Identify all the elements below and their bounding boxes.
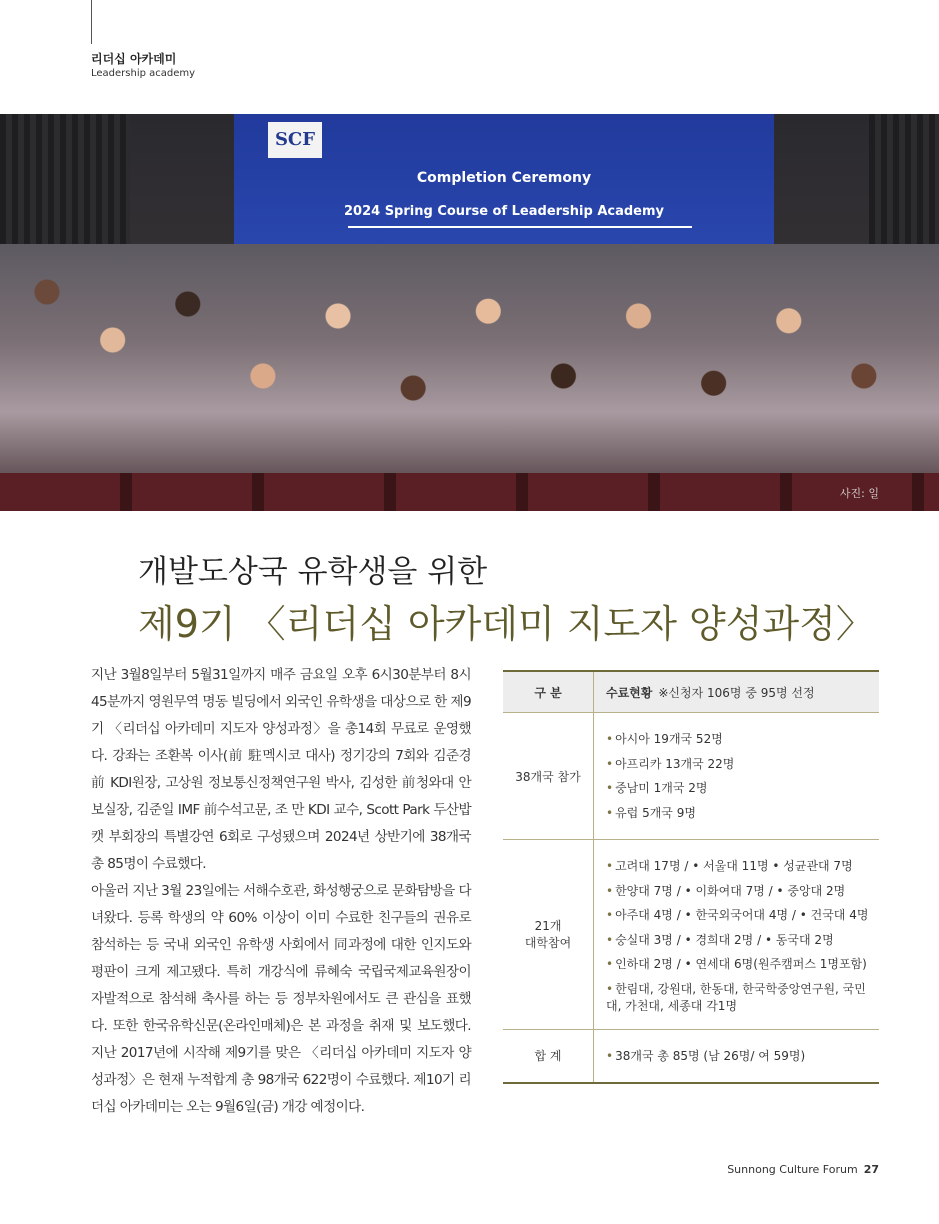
header-status-label: 수료현황 [606, 685, 653, 700]
header-status [594, 671, 880, 713]
scf-logo: SCF [268, 122, 322, 158]
screen-subtitle: 2024 Spring Course of Leadership Academy [343, 204, 665, 219]
header-category: 구 분 [503, 671, 594, 713]
bullet-icon: • [606, 781, 614, 795]
list-item: • 숭실대 3명 / • 경희대 2명 / • 동국대 2명 [606, 932, 834, 947]
table-row-total [503, 1029, 879, 1083]
completion-status-table [503, 670, 879, 1084]
screen-title: Completion Ceremony [416, 170, 592, 186]
row-label-line2: 대학참여 [524, 936, 572, 951]
section-label-en: Leadership academy [91, 68, 196, 79]
list-item: • 인하대 2명 / • 연세대 6명(원주캠퍼스 1명포함) [606, 957, 867, 971]
list-item: • 아주대 4명 / • 한국외국어대 4명 / • 건국대 4명 [606, 908, 869, 922]
bullet-icon: • [606, 883, 614, 898]
section-label-ko: 리더십 아카데미 [91, 52, 177, 66]
ceremony-photo [0, 114, 939, 511]
bullet-icon: • [606, 1049, 614, 1063]
page-number: 27 [863, 1163, 879, 1176]
list-item: • 고려대 17명 / • 서울대 11명 • 성균관대 7명 [606, 859, 853, 873]
body-paragraph-1: 지난 3월8일부터 5월31일까지 매주 금요일 오후 6시30분부터 8시 45분까지 영원무역 명동 빌딩에서 외국인 유학생을 대상으로 한 제9기 〈리더십 아카데미 지도자 양성과정〉을 총14회 무료로 운영했다. 강좌는 조환복 이사(前 駐멕시코 대사) 정기강의 7회와 김준경 前 KDI원장, 고상원 정보통신정책연구원 박사, 김성한 前청와대 안보실장, 김준일 IMF 前수석고문, 조 만 KDI 교수, Scott Park 두산밥캣 부회장의 특별강연 6회로 구성됐으며 2024년 상반기에 38개국 총 85명이 수료했다. [91, 667, 471, 872]
photo-credit: 사진: 일 [839, 487, 879, 500]
article-body [91, 662, 471, 1121]
row-label-universities [503, 840, 594, 1030]
bullet-icon: • [606, 756, 614, 771]
row-label-total: 합 계 [503, 1029, 594, 1083]
body-paragraph-2: 아울러 지난 3월 23일에는 서해수호관, 화성행궁으로 문화탐방을 다녀왔다. 등록 학생의 약 60% 이상이 이미 수료한 친구들의 권유로 참석하는 등 국내 외국인 유학생 사회에서 同과정에 대한 인지도와 평판이 크게 제고됐다. 특히 개강식에 류혜숙 국립국제교육원장이 자발적으로 참석해 축사를 하는 등 정부차원에서도 큰 관심을 표했다. 또한 한국유학신문(온라인매체)은 본 과정을 취재 및 보도했다. 지난 2017년에 시작해 제9기를 맞은 〈리더십 아카데미 지도자 양성과정〉은 현재 누적합계 총 98개국 622명이 수료했다. 제10기 리더십 아카데미는 오는 9월6일(금) 개강 예정이다. [91, 883, 471, 1115]
list-item: • 한림대, 강원대, 한동대, 한국학중앙연구원, 국민대, 가천대, 세종대 각1명 [606, 981, 866, 1013]
list-item: • 아프리카 13개국 22명 [606, 756, 735, 771]
article-subtitle: 개발도상국 유학생을 위한 [138, 554, 488, 590]
total-value: • 38개국 총 85명 (남 26명/ 여 59명) [594, 1029, 880, 1083]
page-footer [727, 1163, 879, 1176]
screen-underline [348, 226, 692, 228]
row-label-countries: 38개국 참가 [503, 713, 594, 840]
list-item: • 중남미 1개국 2명 [606, 781, 708, 795]
top-rule [91, 0, 92, 44]
table-row-universities [503, 840, 879, 1030]
table-row-countries [503, 713, 879, 840]
list-item: • 한양대 7명 / • 이화여대 7명 / • 중앙대 2명 [606, 883, 846, 898]
group-of-people [0, 244, 939, 484]
article-title: 제9기 〈리더십 아카데미 지도자 양성과정〉 [138, 602, 874, 646]
table-header-row [503, 671, 879, 713]
row-label-line1: 21개 [534, 919, 562, 934]
universities-list [594, 840, 879, 1029]
bullet-icon: • [606, 957, 614, 971]
list-item: • 아시아 19개국 52명 [606, 732, 723, 746]
list-item: • 유럽 5개국 9명 [606, 805, 696, 820]
bullet-icon: • [606, 908, 614, 922]
bullet-icon: • [606, 932, 614, 947]
header-status-note: ※신청자 106명 중 95명 선정 [658, 685, 815, 700]
bullet-icon: • [606, 859, 614, 873]
countries-list [594, 713, 879, 839]
bullet-icon: • [606, 981, 614, 996]
bullet-icon: • [606, 805, 614, 820]
magazine-name: Sunnong Culture Forum [727, 1163, 858, 1176]
bullet-icon: • [606, 732, 614, 746]
auditorium-seats [0, 473, 939, 511]
